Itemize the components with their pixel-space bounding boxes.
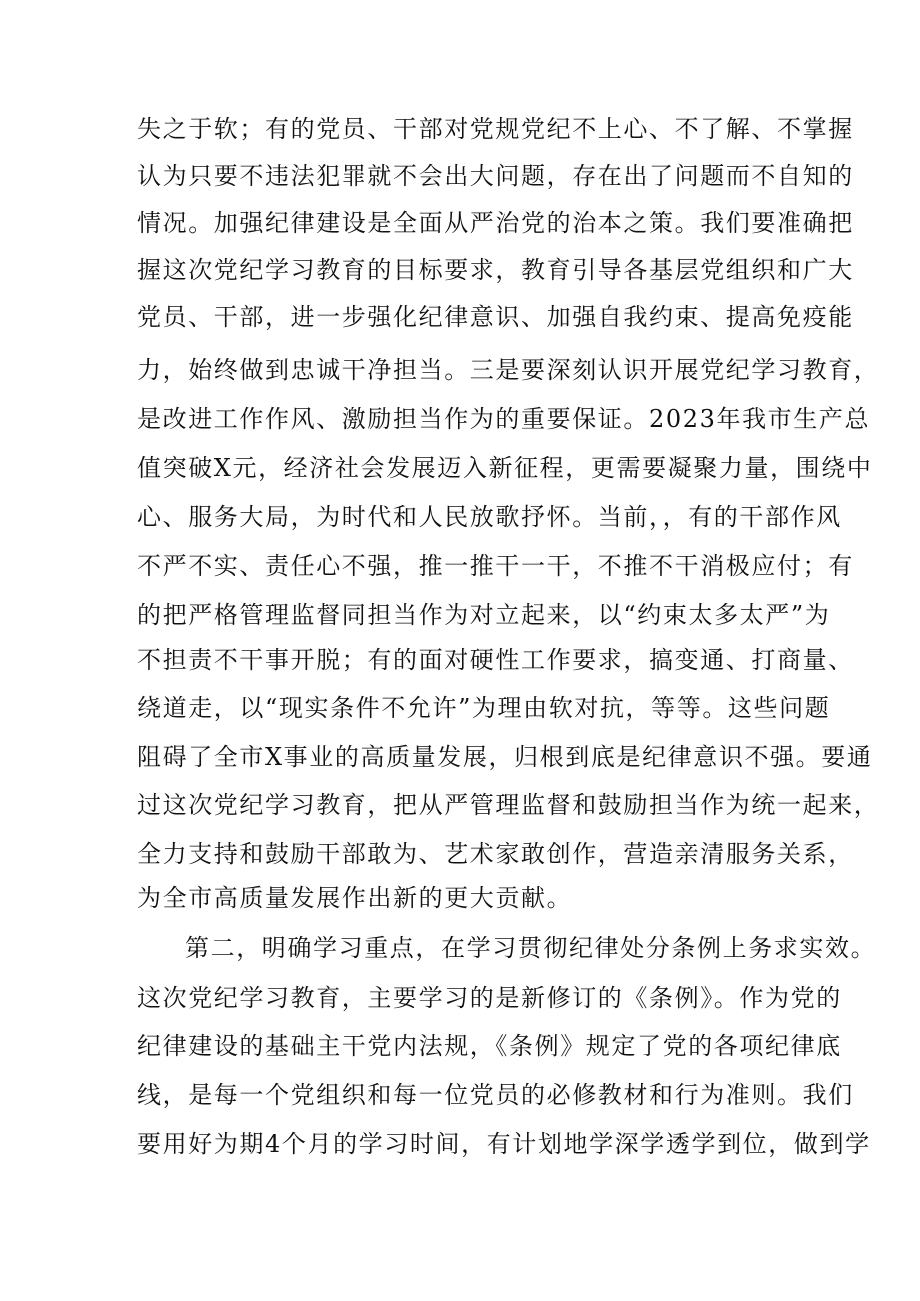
- paragraph-line: 为全市高质量发展作出新的更大贡献。: [137, 884, 573, 912]
- paragraph-line: 全力支持和鼓励干部敢为、艺术家敢创作，营造亲清服务关系，: [137, 840, 854, 868]
- paragraph-line: 党员、干部，进一步强化纪律意识、加强自我约束、提高免疫能: [137, 303, 854, 331]
- paragraph-line: 过这次党纪学习教育，把从严管理监督和鼓励担当作为统一起来，: [137, 791, 880, 819]
- paragraph-line: 失之于软；有的党员、干部对党规党纪不上心、不了解、不掌握: [137, 115, 854, 143]
- paragraph-line: 认为只要不违法犯罪就不会出大问题，存在出了问题而不自知的: [137, 162, 854, 190]
- paragraph-line: 握这次党纪学习教育的目标要求，教育引导各基层党组织和广大: [137, 256, 854, 284]
- paragraph-line: 纪律建设的基础主干党内法规，《条例》规定了党的各项纪律底: [137, 1032, 842, 1060]
- paragraph-line: 绕道走，以“现实条件不允许”为理由软对抗，等等。这些问题: [137, 694, 831, 722]
- paragraph-line: 情况。加强纪律建设是全面从严治党的治本之策。我们要准确把: [137, 209, 854, 237]
- paragraph-first-line: 第二，明确学习重点，在学习贯彻纪律处分条例上务求实效。: [185, 934, 877, 962]
- paragraph-line: 心、服务大局，为时代和人民放歌抒怀。当前，，有的干部作风: [137, 503, 842, 531]
- paragraph-line: 力，始终做到忠诚干净担当。三是要深刻认识开展党纪学习教育，: [137, 356, 880, 384]
- paragraph-line: 的把严格管理监督同担当作为对立起来，以“约束太多太严”为: [137, 601, 831, 629]
- paragraph-line: 阻碍了全市X事业的高质量发展，归根到底是纪律意识不强。要通: [137, 743, 873, 771]
- paragraph-line: 不担责不干事开脱；有的面对硬性工作要求，搞变通、打商量、: [137, 646, 854, 674]
- paragraph-line: 值突破X元，经济社会发展迈入新征程，更需要凝聚力量，围绕中: [137, 454, 873, 482]
- paragraph-line: 不严不实、责任心不强，推一推干一干，不推不干消极应付；有: [137, 552, 854, 580]
- paragraph-line: 这次党纪学习教育，主要学习的是新修订的《条例》。作为党的: [137, 984, 842, 1012]
- paragraph-line: 要用好为期4个月的学习时间，有计划地学深学透学到位，做到学: [137, 1130, 871, 1158]
- paragraph-line: 线，是每一个党组织和每一位党员的必修教材和行为准则。我们: [137, 1081, 854, 1109]
- paragraph-line: 是改进工作作风、激励担当作为的重要保证。2023年我市生产总: [137, 405, 871, 433]
